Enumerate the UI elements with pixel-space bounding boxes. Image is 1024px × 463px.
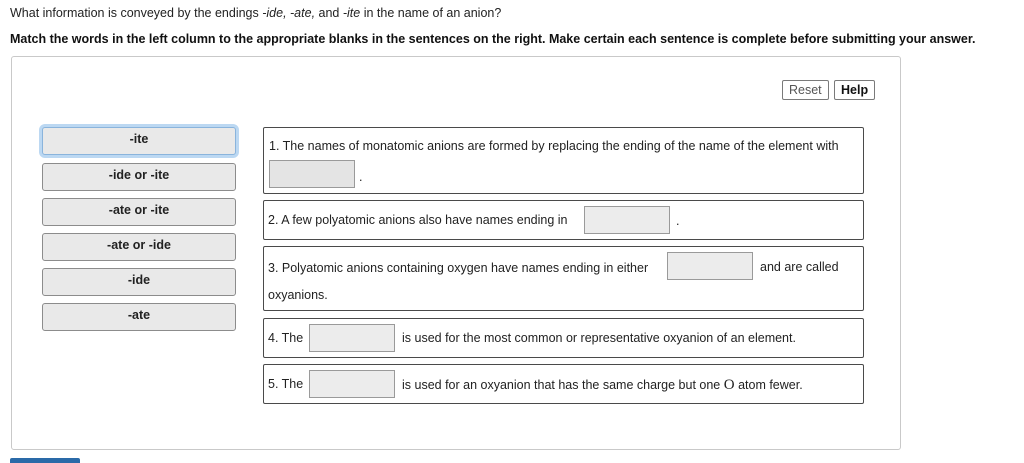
sentence-2-end: .: [676, 214, 680, 228]
word-tile-ite[interactable]: -ite: [42, 127, 236, 155]
instructions-text: Match the words in the left column to the appropriate blanks in the sentences on the right. Make certain each sentence is complete before submitting your answer.: [10, 32, 976, 46]
sentence-3-text-c: oxyanions.: [268, 288, 328, 302]
sentence-1-text: 1. The names of monatomic anions are formed by replacing the ending of the name of the element with: [269, 139, 839, 153]
word-tile-ate-or-ide[interactable]: -ate or -ide: [42, 233, 236, 261]
help-button[interactable]: Help: [834, 80, 875, 100]
sentence-3-text-a: 3. Polyatomic anions containing oxygen have names ending in either: [268, 261, 649, 275]
sentence-4-text-a: 4. The: [268, 331, 304, 345]
word-tile-ide[interactable]: -ide: [42, 268, 236, 296]
word-tile-ide-or-ite[interactable]: -ide or -ite: [42, 163, 236, 191]
word-tile-ate[interactable]: -ate: [42, 303, 236, 331]
sentence-3-text-b: and are called: [760, 260, 839, 274]
sentence-5-text-b-line: [402, 377, 803, 394]
sentence-4-text-b: is used for the most common or representative oxyanion of an element.: [402, 331, 796, 345]
sentence-5-text-b: is used for an oxyanion that has the same charge but one: [402, 378, 724, 392]
sentence-5-text-a: 5. The: [268, 377, 304, 391]
sentence-4-blank[interactable]: [309, 324, 395, 352]
sentence-1: [263, 127, 864, 194]
sentence-1-end: .: [359, 170, 363, 184]
sentence-5-blank[interactable]: [309, 370, 395, 398]
sentence-4: [263, 318, 864, 358]
sentence-1-blank[interactable]: [269, 160, 355, 188]
sentence-2-text: 2. A few polyatomic anions also have names ending in: [268, 213, 568, 227]
sentence-2: [263, 200, 864, 240]
question-text: What information is conveyed by the endings -ide, -ate, and -ite in the name of an anion?: [10, 6, 502, 20]
sentence-5-text-c: atom fewer.: [734, 378, 803, 392]
sentence-3: [263, 246, 864, 311]
oxygen-symbol: O: [723, 377, 735, 393]
sentence-3-blank[interactable]: [667, 252, 753, 280]
reset-button[interactable]: Reset: [782, 80, 829, 100]
sentence-5: [263, 364, 864, 404]
submit-button-edge[interactable]: [10, 458, 80, 463]
matching-panel: [11, 56, 901, 450]
sentence-2-blank[interactable]: [584, 206, 670, 234]
word-tile-ate-or-ite[interactable]: -ate or -ite: [42, 198, 236, 226]
